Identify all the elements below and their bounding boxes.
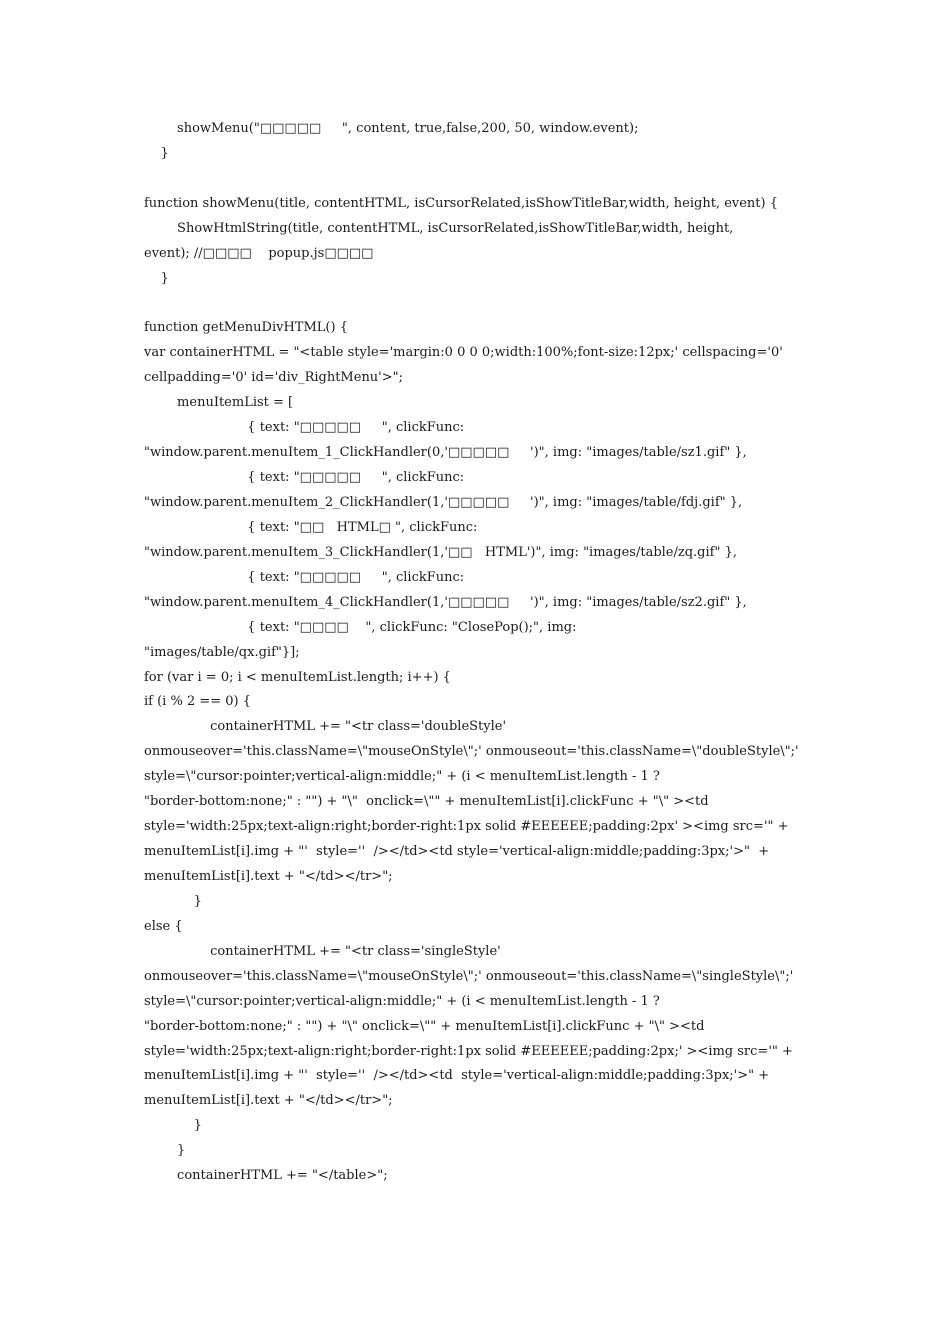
code-line-16: "window.parent.menuItem_2_ClickHandler(1,'□□□□□ ')", img: "images/table/fdj.gif" }, — [144, 495, 743, 510]
code-line-43: containerHTML += "</table>"; — [144, 1168, 388, 1183]
code-line-35: onmouseover='this.className=\"mouseOnStyle\";' onmouseout='this.className=\"singleStyle\";' — [144, 969, 794, 984]
code-line-26: onmouseover='this.className=\"mouseOnStyle\";' onmouseout='this.className=\"doubleStyle\";' — [144, 744, 799, 759]
code-line-7: } — [144, 271, 169, 286]
code-line-37: "border-bottom:none;" : "") + "\" onclick=\"" + menuItemList[i].clickFunc + "\" ><td — [144, 1019, 705, 1034]
code-line-38: style='width:25px;text-align:right;border-right:1px solid #EEEEEE;padding:2px;' ><img src='" + — [144, 1044, 793, 1059]
code-line-42: } — [144, 1143, 186, 1158]
code-line-20: "window.parent.menuItem_4_ClickHandler(1,'□□□□□ ')", img: "images/table/sz2.gif" }, — [144, 595, 747, 610]
code-line-25: containerHTML += "<tr class='doubleStyle' — [144, 719, 507, 734]
code-line-8 — [144, 292, 934, 316]
code-line-31: menuItemList[i].text + "</td></tr>"; — [144, 869, 393, 884]
code-line-41: } — [144, 1118, 202, 1133]
code-line-28: "border-bottom:none;" : "") + "\" onclick=\"" + menuItemList[i].clickFunc + "\" ><td — [144, 794, 709, 809]
code-line-32: } — [144, 894, 202, 909]
code-line-17: { text: "□□ HTML□ ", clickFunc: — [144, 520, 478, 535]
code-line-13: { text: "□□□□□ ", clickFunc: — [144, 420, 465, 435]
code-line-27: style=\"cursor:pointer;vertical-align:middle;" + (i < menuItemList.length - 1 ? — [144, 769, 660, 784]
code-line-2: } — [144, 146, 169, 161]
code-line-18: "window.parent.menuItem_3_ClickHandler(1,'□□ HTML')", img: "images/table/zq.gif" }, — [144, 545, 737, 560]
code-line-1: showMenu("□□□□□ ", content, true,false,200, 50, window.event); — [144, 121, 639, 136]
code-line-39: menuItemList[i].img + "' style='' /></td><td style='vertical-align:middle;padding:3px;'>" + — [144, 1068, 770, 1083]
code-line-9: function getMenuDivHTML() { — [144, 320, 348, 335]
code-line-5: ShowHtmlString(title, contentHTML, isCursorRelated,isShowTitleBar,width, height, — [144, 221, 734, 236]
code-line-19: { text: "□□□□□ ", clickFunc: — [144, 570, 465, 585]
code-line-36: style=\"cursor:pointer;vertical-align:middle;" + (i < menuItemList.length - 1 ? — [144, 994, 660, 1009]
code-line-33: else { — [144, 919, 183, 934]
code-line-11: cellpadding='0' id='div_RightMenu'>"; — [144, 370, 404, 385]
code-line-40: menuItemList[i].text + "</td></tr>"; — [144, 1093, 393, 1108]
code-line-23: for (var i = 0; i < menuItemList.length; i++) { — [144, 670, 451, 685]
code-line-29: style='width:25px;text-align:right;border-right:1px solid #EEEEEE;padding:2px' ><img src='" + — [144, 819, 789, 834]
code-line-14: "window.parent.menuItem_1_ClickHandler(0,'□□□□□ ')", img: "images/table/sz1.gif" }, — [144, 445, 747, 460]
code-line-6: event); //□□□□ popup.js□□□□ — [144, 246, 374, 261]
code-line-4: function showMenu(title, contentHTML, isCursorRelated,isShowTitleBar,width, height, event) { — [144, 196, 779, 211]
code-line-34: containerHTML += "<tr class='singleStyle' — [144, 944, 501, 959]
code-line-30: menuItemList[i].img + "' style='' /></td><td style='vertical-align:middle;padding:3px;'>" + — [144, 844, 770, 859]
code-line-15: { text: "□□□□□ ", clickFunc: — [144, 470, 465, 485]
code-line-21: { text: "□□□□ ", clickFunc: "ClosePop();", img: — [144, 620, 577, 635]
code-line-10: var containerHTML = "<table style='margin:0 0 0 0;width:100%;font-size:12px;' cellspacing='0' — [144, 345, 783, 360]
code-line-3 — [144, 167, 934, 191]
code-line-24: if (i % 2 == 0) { — [144, 694, 252, 709]
code-line-12: menuItemList = [ — [144, 395, 294, 410]
code-line-22: "images/table/qx.gif"}]; — [144, 645, 300, 660]
